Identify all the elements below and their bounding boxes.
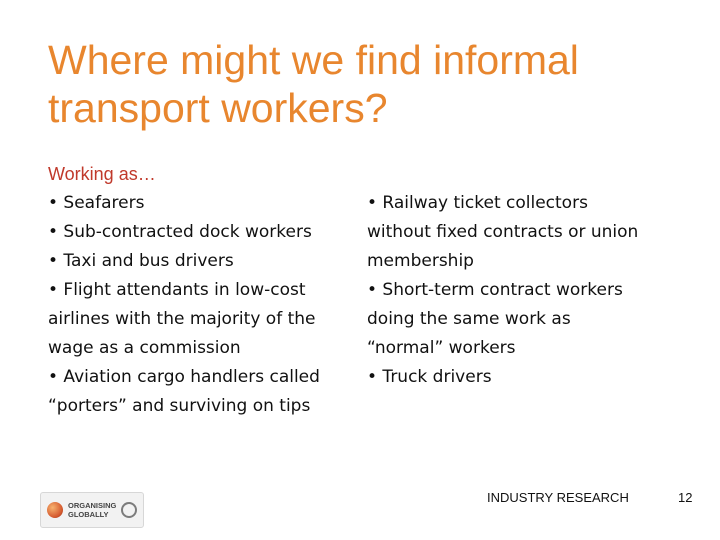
list-item: without fixed contracts or union: [367, 222, 639, 242]
list-item: • Flight attendants in low-cost: [48, 280, 306, 300]
list-item: airlines with the majority of the: [48, 309, 316, 329]
slide-title: Where might we find informal transport workers?: [48, 37, 579, 131]
list-item: “porters” and surviving on tips: [48, 396, 311, 416]
left-column-heading: Working as…: [48, 164, 156, 184]
list-item: doing the same work as: [367, 309, 571, 329]
list-item: membership: [367, 251, 474, 271]
organising-globally-logo: [40, 492, 144, 528]
emblem-icon: [121, 502, 137, 518]
list-item: • Truck drivers: [367, 367, 492, 387]
footer-label: INDUSTRY RESEARCH: [487, 490, 629, 505]
list-item: • Sub-contracted dock workers: [48, 222, 312, 242]
logo-text: ORGANISING GLOBALLY: [68, 501, 117, 519]
list-item: wage as a commission: [48, 338, 241, 358]
list-item: • Aviation cargo handlers called: [48, 367, 320, 387]
right-column: [367, 189, 667, 392]
left-column: [48, 160, 348, 421]
list-item: • Railway ticket collectors: [367, 193, 588, 213]
list-item: • Short-term contract workers: [367, 280, 623, 300]
list-item: • Seafarers: [48, 193, 145, 213]
list-item: “normal” workers: [367, 338, 516, 358]
list-item: • Taxi and bus drivers: [48, 251, 234, 271]
page-number: 12: [678, 490, 693, 505]
globe-icon: [47, 502, 63, 518]
